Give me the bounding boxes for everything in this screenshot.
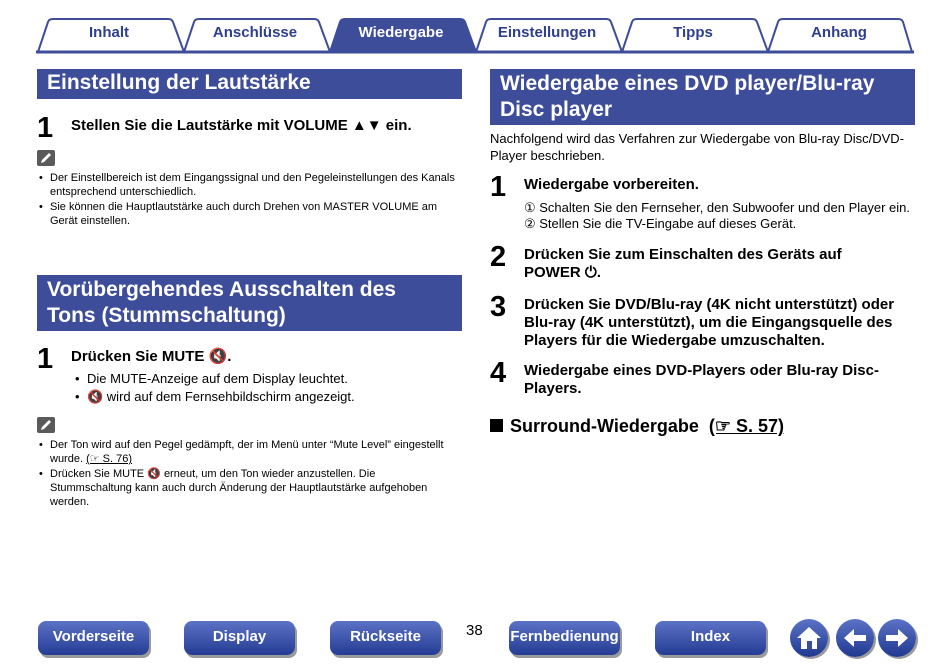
page-number: 38 bbox=[466, 622, 483, 639]
page-link[interactable]: (☞ S. 57) bbox=[708, 416, 785, 436]
step-number: 4 bbox=[490, 357, 507, 389]
step-text: Stellen Sie die Lautstärke mit VOLUME ▲▼ ein. bbox=[71, 117, 412, 134]
note-item: • Drücken Sie MUTE 🔇 erneut, um den Ton wieder anzustellen. Die Stummschaltung kann auch durch Änderung der Hauptlautstärke aufgehoben werden. bbox=[38, 467, 458, 509]
tab-tipps[interactable]: Tipps bbox=[673, 24, 713, 41]
notes-list bbox=[38, 171, 458, 229]
title-line: Tons (Stummschaltung) bbox=[47, 304, 286, 327]
fernbedienung-button[interactable]: Fernbedienung bbox=[509, 621, 620, 655]
step-text: Wiedergabe vorbereiten. bbox=[524, 176, 699, 193]
arrow-left-icon bbox=[841, 624, 869, 652]
intro-text: Nachfolgend wird das Verfahren zur Wiedergabe von Blu-ray Disc/DVD-Player beschrieben. bbox=[490, 131, 905, 163]
note-item: • Der Einstellbereich ist dem Eingangssignal und den Pegeleinstellungen des Kanals entsprechend unterschiedlich. bbox=[38, 171, 458, 199]
surround-heading bbox=[490, 415, 784, 437]
title-line: Disc player bbox=[500, 98, 613, 121]
bullet-item: • 🔇 wird auf dem Fernsehbildschirm angezeigt. bbox=[75, 388, 465, 406]
step-text: Drücken Sie MUTE 🔇. bbox=[71, 348, 232, 365]
note-item: • Sie können die Hauptlautstärke auch durch Drehen von MASTER VOLUME am Gerät einstellen. bbox=[38, 200, 458, 228]
step-number: 1 bbox=[490, 171, 507, 203]
substep: ② Stellen Sie die TV-Eingabe auf dieses Gerät. bbox=[524, 216, 797, 231]
section-title-mute bbox=[37, 275, 462, 331]
display-button[interactable]: Display bbox=[184, 621, 295, 655]
top-tab-bar bbox=[36, 18, 914, 54]
tab-wiedergabe[interactable]: Wiedergabe bbox=[358, 24, 444, 41]
bullet-item: • Die MUTE-Anzeige auf dem Display leuchtet. bbox=[75, 370, 465, 388]
notes-list bbox=[38, 438, 458, 510]
tab-anschluesse[interactable]: Anschlüsse bbox=[212, 24, 298, 41]
section-title-volume: Einstellung der Lautstärke bbox=[37, 69, 462, 99]
square-bullet-icon bbox=[490, 419, 503, 432]
surround-label: Surround-Wiedergabe bbox=[510, 416, 699, 436]
step-text: Drücken Sie DVD/Blu-ray (4K nicht unterstützt) oder Blu-ray (4K unterstützt), um die Eingangsquelle des Players für die Wiedergabe umzuschalten. bbox=[524, 296, 895, 349]
tab-inhalt[interactable]: Inhalt bbox=[89, 24, 129, 41]
substep: ① Schalten Sie den Fernseher, den Subwoofer und den Player ein. bbox=[524, 200, 911, 215]
note-pencil-icon bbox=[37, 150, 55, 166]
section-title-dvd bbox=[490, 69, 915, 125]
bullet-list bbox=[75, 370, 465, 406]
title-line: Vorübergehendes Ausschalten des bbox=[47, 278, 396, 301]
home-button[interactable] bbox=[790, 619, 828, 657]
index-button[interactable]: Index bbox=[655, 621, 766, 655]
step-text: Wiedergabe eines DVD-Players oder Blu-ray Disc-Players. bbox=[524, 362, 879, 397]
title-line: Wiedergabe eines DVD player/Blu-ray bbox=[500, 72, 875, 95]
vorderseite-button[interactable]: Vorderseite bbox=[38, 621, 149, 655]
tab-anhang[interactable]: Anhang bbox=[811, 24, 867, 41]
step-text: Drücken Sie zum Einschalten des Geräts auf POWER ⏻. bbox=[524, 246, 842, 281]
home-icon bbox=[795, 624, 823, 652]
step-number: 1 bbox=[37, 112, 54, 144]
tab-einstellungen[interactable]: Einstellungen bbox=[497, 24, 597, 41]
forward-button[interactable] bbox=[878, 619, 916, 657]
step-number: 1 bbox=[37, 343, 54, 375]
step-number: 2 bbox=[490, 241, 507, 273]
rueckseite-button[interactable]: Rückseite bbox=[330, 621, 441, 655]
back-button[interactable] bbox=[836, 619, 874, 657]
note-pencil-icon bbox=[37, 417, 55, 433]
step-number: 3 bbox=[490, 291, 507, 323]
note-text: Der Ton wird auf den Pegel gedämpft, der im Menü unter “Mute Level” eingestellt wurde. bbox=[50, 439, 444, 465]
arrow-right-icon bbox=[883, 624, 911, 652]
note-item bbox=[38, 438, 458, 466]
page-link[interactable]: (☞ S. 76) bbox=[86, 453, 133, 465]
